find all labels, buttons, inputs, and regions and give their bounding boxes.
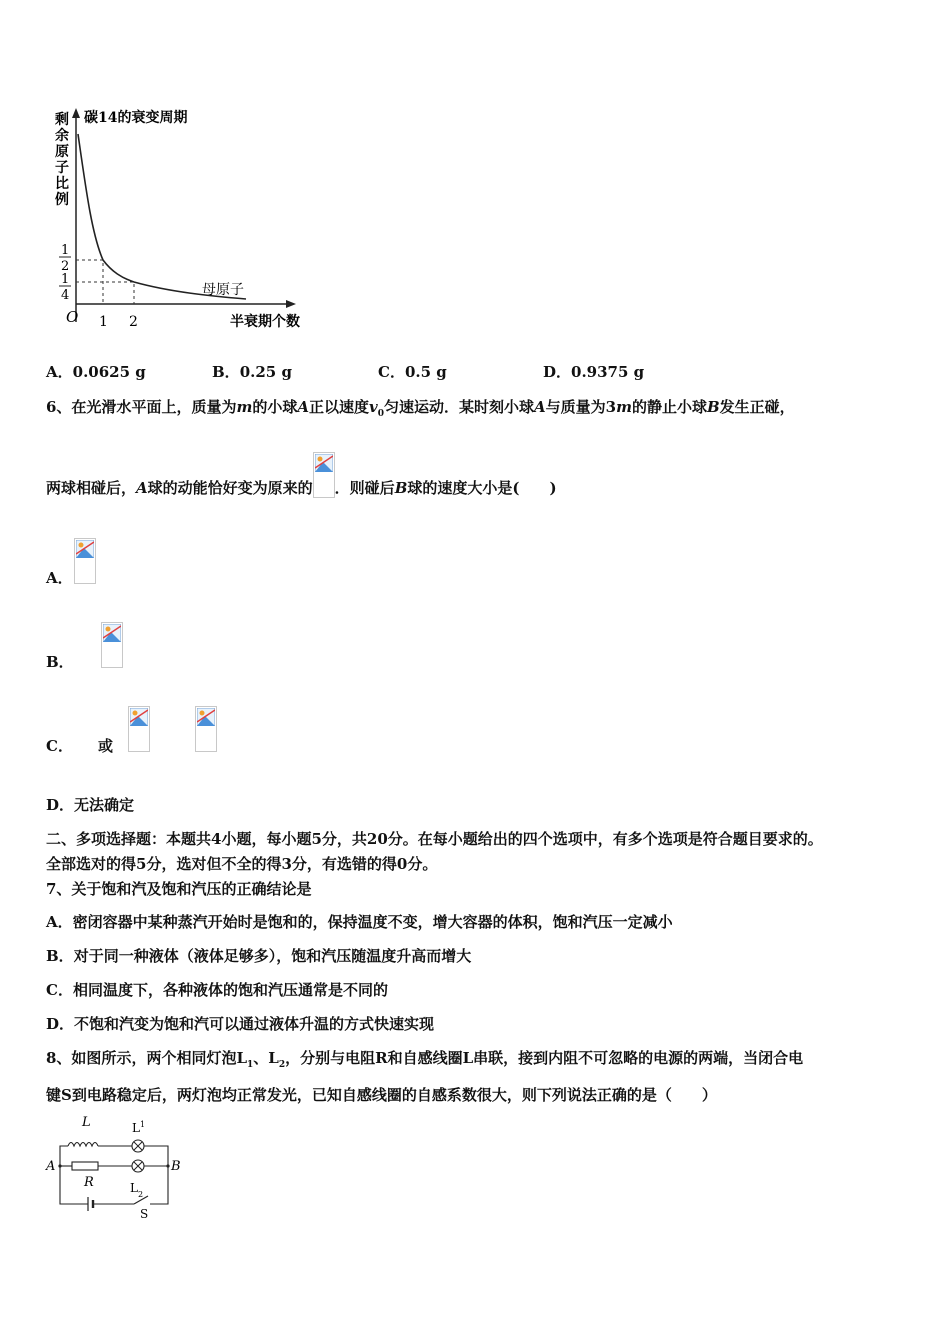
q7-option-c[interactable] bbox=[46, 979, 388, 1000]
q8-stem-line1 bbox=[46, 1047, 803, 1070]
q6-option-b-letter[interactable]: B． bbox=[46, 653, 74, 671]
q6-text: 球的速度大小是( ) bbox=[407, 479, 557, 497]
circuit-label-b: B bbox=[171, 1159, 181, 1174]
option-text: 密闭容器中某种蒸汽开始时是饱和的，保持温度不变，增大容器的体积，饱和汽压一定减小 bbox=[72, 913, 673, 931]
circuit-diagram bbox=[44, 1112, 184, 1222]
q6-text: 匀速运动．某时刻小球 bbox=[383, 398, 534, 416]
xtick-1: 1 bbox=[99, 314, 108, 330]
circuit-label-s: S bbox=[140, 1207, 149, 1221]
option-letter: B． bbox=[46, 947, 74, 965]
option-letter: D． bbox=[46, 1015, 75, 1033]
var-v0-sub: 0 bbox=[377, 409, 384, 419]
circuit-label-r: R bbox=[84, 1175, 94, 1190]
origin-label: O bbox=[66, 308, 79, 326]
x-axis-label: 半衰期个数 bbox=[230, 314, 300, 330]
option-text: 不饱和汽变为饱和汽可以通过液体升温的方式快速实现 bbox=[74, 1015, 435, 1033]
q8-text: 到电路稳定后，两灯泡均正常发光，已知自感线圈的自感系数很大，则下列说法正确的是（ ） bbox=[71, 1086, 717, 1104]
q6-text: 正以速度 bbox=[308, 398, 369, 416]
option-text: 0.0625 g bbox=[72, 363, 146, 381]
q5-option-b[interactable] bbox=[212, 361, 292, 382]
q6-text: 两球相碰后， bbox=[46, 479, 137, 497]
var-l2-sub: 2 bbox=[278, 1060, 286, 1070]
y-axis-arrow bbox=[72, 108, 80, 118]
q8-stem-line2 bbox=[46, 1084, 717, 1105]
option-letter: A． bbox=[46, 913, 73, 931]
wire bbox=[60, 1146, 68, 1166]
section2-heading-line2: 全部选对的得5分，选对但不全的得3分，有选错的得0分。 bbox=[46, 855, 438, 873]
q7-option-b[interactable] bbox=[46, 945, 471, 966]
var-v0: v bbox=[369, 398, 378, 416]
section2-heading-line1: 二、多项选择题：本题共4小题，每小题5分，共20分。在每小题给出的四个选项中，有多个选项是符合题目要求的。 bbox=[46, 830, 823, 848]
xtick-2: 2 bbox=[129, 314, 138, 330]
option-text: 0.5 g bbox=[404, 363, 447, 381]
q6-text: 6、在光滑水平面上，质量为 bbox=[46, 398, 237, 416]
broken-image-icon bbox=[195, 706, 217, 752]
option-letter: B． bbox=[212, 363, 240, 381]
lamp-l2-cross bbox=[134, 1162, 142, 1170]
q6-text: 的静止小球 bbox=[631, 398, 707, 416]
x-axis-arrow bbox=[286, 300, 296, 308]
var-l: L bbox=[462, 1049, 474, 1067]
option-letter: C． bbox=[378, 363, 405, 381]
q6-option-c-or: 或 bbox=[98, 737, 114, 755]
broken-image-icon bbox=[101, 622, 123, 668]
option-text: 对于同一种液体（液体足够多），饱和汽压随温度升高而增大 bbox=[73, 947, 472, 965]
y-axis-char: 剩 bbox=[55, 112, 69, 128]
var-b: B bbox=[394, 479, 408, 497]
q5-option-c[interactable] bbox=[378, 361, 447, 382]
y-axis-char: 子 bbox=[55, 160, 69, 176]
q6-text: 发生正碰， bbox=[719, 398, 795, 416]
broken-image-icon bbox=[74, 538, 96, 584]
q7-stem: 7、关于饱和汽及饱和汽压的正确结论是 bbox=[46, 880, 312, 898]
circuit-label-a: A bbox=[46, 1159, 56, 1174]
y-axis-char: 比 bbox=[55, 176, 69, 192]
var-b: B bbox=[706, 398, 720, 416]
q6-text: ．则碰后 bbox=[334, 479, 395, 497]
var-s: S bbox=[61, 1086, 72, 1104]
var-a: A bbox=[534, 398, 546, 416]
q6-text: 与质量为3 bbox=[545, 398, 617, 416]
option-letter: A． bbox=[46, 363, 73, 381]
var-m: m bbox=[616, 398, 632, 416]
q8-text: 8、如图所示，两个相同灯泡 bbox=[46, 1049, 237, 1067]
ytick-quarter-den: 4 bbox=[61, 288, 70, 303]
option-text: 无法确定 bbox=[74, 796, 135, 814]
q6-option-c-letter[interactable]: C． bbox=[46, 737, 73, 755]
curve-label: 母原子 bbox=[202, 282, 244, 298]
q8-text: 、 bbox=[253, 1049, 269, 1067]
lamp-l1-cross bbox=[134, 1142, 142, 1150]
q8-text: 串联，接到内阻不可忽略的电源的两端，当闭合电 bbox=[473, 1049, 804, 1067]
ytick-half-num: 1 bbox=[61, 243, 70, 258]
var-m: m bbox=[236, 398, 253, 416]
wire bbox=[144, 1146, 168, 1166]
option-letter: D． bbox=[46, 796, 75, 814]
broken-image-icon bbox=[313, 452, 335, 498]
var-l1-sub: 1 bbox=[247, 1060, 254, 1070]
guide-quarter bbox=[76, 282, 134, 304]
circuit-label-l: L bbox=[82, 1115, 91, 1130]
var-l1: L bbox=[236, 1049, 247, 1067]
y-axis-char: 例 bbox=[55, 192, 69, 208]
q5-option-d[interactable] bbox=[543, 361, 644, 382]
q6-text: 的小球 bbox=[252, 398, 298, 416]
var-a: A bbox=[136, 479, 148, 497]
option-text: 0.25 g bbox=[239, 363, 292, 381]
wire bbox=[150, 1166, 168, 1204]
y-axis-char: 余 bbox=[55, 128, 69, 144]
q8-text: 键 bbox=[46, 1086, 62, 1104]
q8-text: ，分别与电阻 bbox=[285, 1049, 376, 1067]
option-letter: D． bbox=[543, 363, 572, 381]
graph-title: 碳14的衰变周期 bbox=[84, 110, 188, 126]
q6-text: 球的动能恰好变为原来的 bbox=[147, 479, 313, 497]
q7-option-d[interactable] bbox=[46, 1013, 434, 1034]
ytick-quarter-num: 1 bbox=[61, 272, 70, 287]
y-axis-char: 原 bbox=[55, 144, 69, 160]
q6-option-d[interactable] bbox=[46, 794, 134, 815]
q5-option-a[interactable] bbox=[46, 361, 146, 382]
circuit-label-l1: $L^1$ bbox=[132, 1120, 146, 1135]
resistor-r bbox=[72, 1162, 98, 1170]
ytick-half-den: 2 bbox=[61, 259, 70, 274]
option-text: 0.9375 g bbox=[571, 363, 645, 381]
q8-text: 和自感线圈 bbox=[387, 1049, 463, 1067]
q6-option-a-letter[interactable]: A． bbox=[46, 569, 73, 587]
q6-stem-line1 bbox=[46, 396, 795, 419]
inductor-coil bbox=[68, 1143, 98, 1147]
circuit-label-l2: $L_2$ bbox=[130, 1181, 144, 1199]
q6-stem-line2 bbox=[46, 452, 557, 498]
broken-image-icon bbox=[128, 706, 150, 752]
decay-curve bbox=[78, 134, 246, 299]
q7-option-a[interactable] bbox=[46, 911, 673, 932]
option-letter: C． bbox=[46, 981, 73, 999]
var-l2: L bbox=[268, 1049, 279, 1067]
option-text: 相同温度下，各种液体的饱和汽压通常是不同的 bbox=[72, 981, 388, 999]
var-r: R bbox=[375, 1049, 388, 1067]
decay-graph bbox=[50, 100, 330, 340]
var-a: A bbox=[297, 398, 309, 416]
